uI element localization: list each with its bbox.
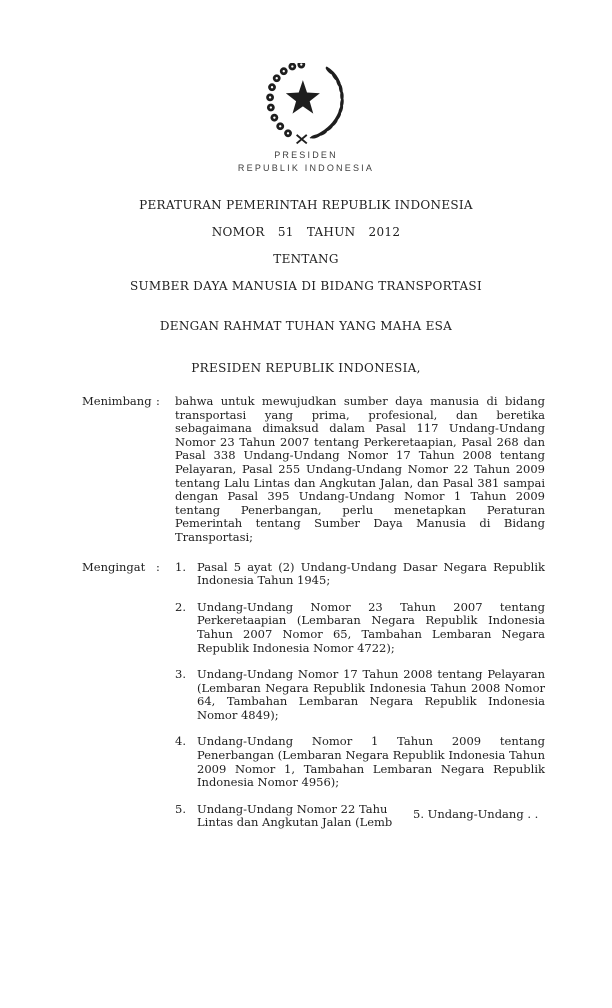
menimbang-text: bahwa untuk mewujudkan sumber daya manusia di bidang transportasi yang prima, profesional, dan beretika sebagaimana dimaksud dalam Pasal 117 Undang-Undang Nomor 23 Tahun 2007 tentang Perkeretaapian, Pasal 268 dan Pasal 338 Undang-Undang Nomor 17 Tahun 2008 tentang Pelayaran, Pasal 255 Undang-Undang Nomor 22 Tahun 2009 tentang Lalu Lintas dan Angkutan Jalan, dan Pasal 381 sampai dengan Pasal 395 Undang-Undang Nomor 1 Tahun 2009 tentang Penerbangan, perlu menetapkan Peraturan Pemerintah tentang Sumber Daya Manusia di Bidang Transportasi; <box>175 394 545 544</box>
star-wreath-icon <box>266 63 346 145</box>
regulation-subject: SUMBER DAYA MANUSIA DI BIDANG TRANSPORTASI <box>130 279 482 293</box>
letterhead-republik-indonesia: REPUBLIK INDONESIA <box>237 163 375 173</box>
clipped-line-1: Undang-Undang Nomor 22 Tahu <box>197 802 388 816</box>
menimbang-section <box>82 395 545 545</box>
menimbang-colon: : <box>156 394 160 408</box>
list-item <box>175 601 545 655</box>
list-item-clipped <box>175 803 545 830</box>
clipped-line-2: Lintas dan Angkutan Jalan (Lemb <box>197 816 393 830</box>
mengingat-colon: : <box>156 559 160 574</box>
item-number: 5. <box>175 801 186 816</box>
regulation-title: PERATURAN PEMERINTAH REPUBLIK INDONESIA <box>139 198 473 212</box>
letterhead-presiden: PRESIDEN <box>274 150 338 160</box>
item-text: Undang-Undang Nomor 1 Tahun 2009 tentang Penerbangan (Lembaran Negara Republik Indonesia Tahun 2009 Nomor 1, Tambahan Lembaran Negara Republik Indonesia Nomor 4956); <box>197 734 545 790</box>
mengingat-label: Mengingat <box>82 559 146 574</box>
mengingat-list <box>175 561 545 831</box>
list-item <box>175 561 545 588</box>
right-wreath-branch <box>310 66 344 139</box>
mengingat-section <box>82 561 545 831</box>
item-number: 1. <box>175 559 186 574</box>
item-text: Undang-Undang Nomor 23 Tahun 2007 tentang Perkeretaapian (Lembaran Negara Republik Indonesia Tahun 2007 Nomor 65, Tambahan Lembaran Negara Republik Indonesia Nomor 4722); <box>197 599 545 655</box>
item-number: 4. <box>175 734 186 749</box>
letterhead <box>0 149 612 175</box>
list-item <box>175 735 545 789</box>
authority-line: PRESIDEN REPUBLIK INDONESIA, <box>191 361 421 375</box>
star-icon <box>286 80 320 113</box>
item-number: 2. <box>175 599 186 614</box>
list-item <box>175 668 545 722</box>
presidential-emblem <box>0 63 612 143</box>
item-number: 3. <box>175 667 186 682</box>
item-text: Pasal 5 ayat (2) Undang-Undang Dasar Negara Republik Indonesia Tahun 1945; <box>197 559 545 588</box>
title-block <box>0 199 612 374</box>
page-catchword: 5. Undang-Undang . . <box>413 806 539 821</box>
item-text: Undang-Undang Nomor 17 Tahun 2008 tentang Pelayaran (Lembaran Negara Republik Indonesia Tahun 2008 Nomor 64, Tambahan Lembaran Negara Republik Indonesia Nomor 4849); <box>197 667 545 722</box>
menimbang-label: Menimbang <box>82 394 152 408</box>
invocation-line: DENGAN RAHMAT TUHAN YANG MAHA ESA <box>159 319 453 333</box>
regulation-number: NOMOR 51 TAHUN 2012 <box>211 225 401 239</box>
tentang-label: TENTANG <box>273 252 339 266</box>
ribbon-cross <box>297 135 307 144</box>
